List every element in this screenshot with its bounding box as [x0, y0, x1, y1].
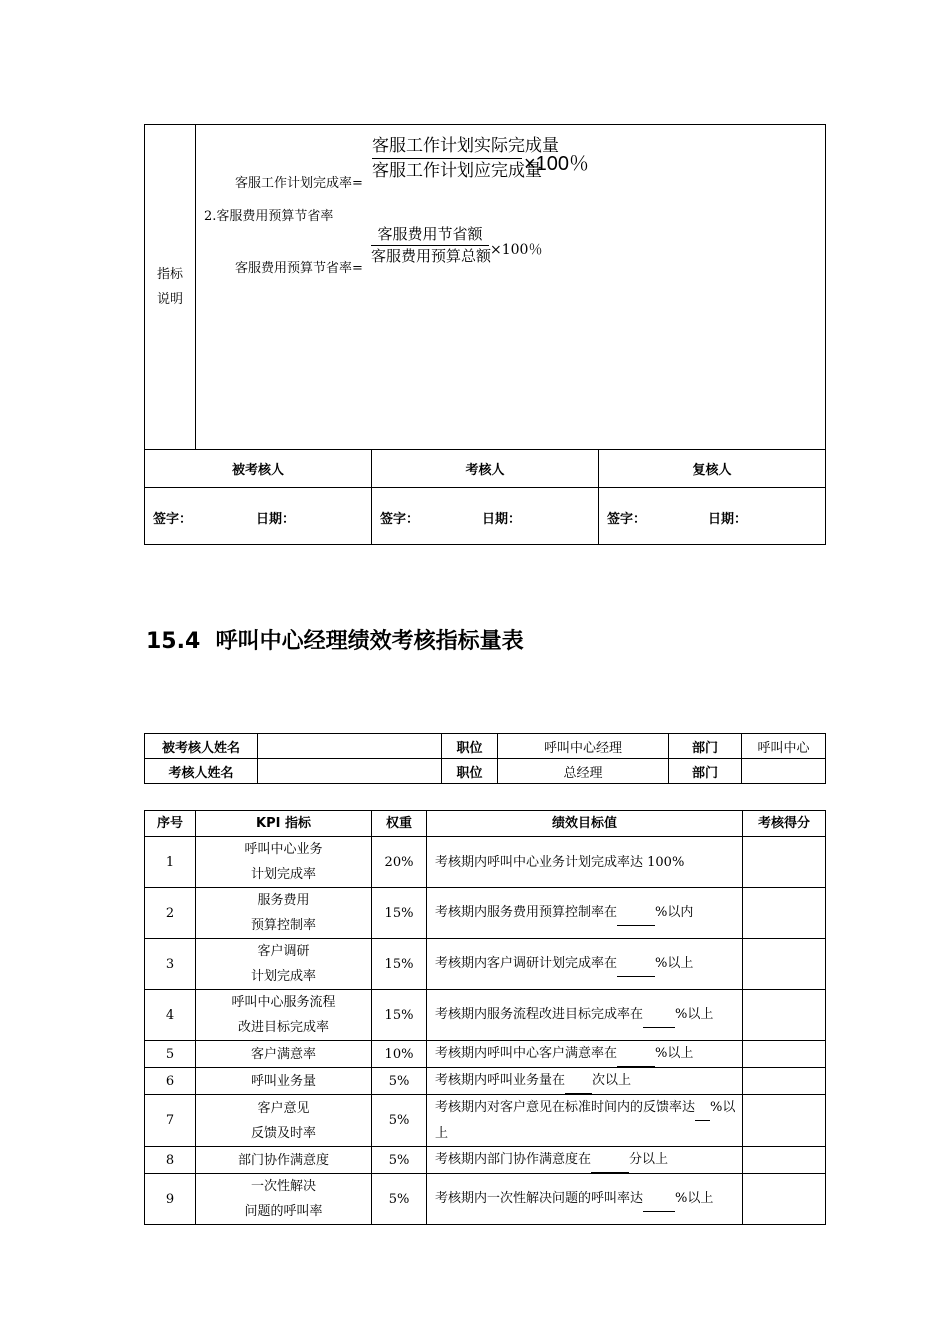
assessee-dept-value: 呼叫中心	[742, 734, 826, 759]
kpi-no: 1	[145, 837, 196, 888]
table-row	[145, 1174, 826, 1225]
assessor-position-label: 职位	[442, 759, 498, 784]
kpi-no: 2	[145, 888, 196, 939]
kpi-name	[196, 1068, 372, 1095]
kpi-name-line: 服务费用	[257, 893, 310, 908]
item2-heading: 2.客服费用预算节省率	[204, 209, 334, 224]
kpi-name-line: 客户调研	[257, 944, 310, 959]
header-kpi: KPI 指标	[196, 811, 372, 837]
kpi-weight: 15%	[372, 888, 427, 939]
header-no: 序号	[145, 811, 196, 837]
kpi-no: 4	[145, 990, 196, 1041]
kpi-score[interactable]	[743, 1068, 826, 1095]
kpi-name-line: 部门协作满意度	[237, 1152, 329, 1168]
kpi-name	[196, 990, 372, 1041]
kpi-no: 3	[145, 939, 196, 990]
kpi-score[interactable]	[743, 1174, 826, 1225]
assessee-signature-cell[interactable]	[145, 488, 372, 545]
formula2-fraction	[371, 224, 492, 267]
kpi-score[interactable]	[743, 837, 826, 888]
table-row	[145, 837, 826, 888]
kpi-target-suffix: 次以上	[592, 1073, 632, 1088]
kpi-weight: 20%	[372, 837, 427, 888]
kpi-target-suffix: %以上	[675, 1191, 714, 1206]
reviewer-sign-label: 签字：	[607, 512, 647, 527]
kpi-target-suffix: %以上	[675, 1007, 714, 1022]
assessor-position-value: 总经理	[498, 759, 669, 784]
kpi-target-blank[interactable]	[617, 951, 655, 977]
kpi-target	[427, 888, 743, 939]
assessee-position-label: 职位	[442, 734, 498, 759]
kpi-name-line: 计划完成率	[250, 867, 316, 882]
kpi-target	[427, 837, 743, 888]
kpi-target-blank[interactable]	[643, 1002, 675, 1028]
assessee-position-value: 呼叫中心经理	[498, 734, 669, 759]
indicator-description-label	[145, 125, 196, 450]
assessor-name-value[interactable]	[258, 759, 442, 784]
assessee-dept-label: 部门	[669, 734, 742, 759]
formula2-multiplier: ×100％	[490, 242, 543, 258]
assessor-sign-label: 签字：	[380, 512, 420, 527]
assessor-dept-value[interactable]	[742, 759, 826, 784]
kpi-weight: 5%	[372, 1068, 427, 1095]
kpi-target-text: 考核期内呼叫中心业务计划完成率达 100%	[435, 854, 685, 870]
table-row	[145, 888, 826, 939]
indicator-description-content	[196, 125, 826, 450]
header-target: 绩效目标值	[427, 811, 743, 837]
kpi-target-blank[interactable]	[591, 1147, 629, 1173]
kpi-target	[427, 1147, 743, 1174]
table-row	[145, 1095, 826, 1147]
assessor-signature-cell[interactable]	[372, 488, 599, 545]
header-weight: 权重	[372, 811, 427, 837]
assessee-name-value[interactable]	[258, 734, 442, 759]
role-reviewer: 复核人	[599, 450, 826, 488]
kpi-score[interactable]	[743, 1095, 826, 1147]
signature-row	[145, 488, 826, 545]
kpi-body	[145, 837, 826, 1225]
kpi-name	[196, 888, 372, 939]
kpi-target-text: 考核期内一次性解决问题的呼叫率达	[435, 1191, 644, 1206]
kpi-no: 7	[145, 1095, 196, 1147]
assessor-info-row	[145, 759, 826, 784]
kpi-target-blank[interactable]	[617, 900, 655, 926]
formula1-lhs: 客服工作计划完成率=	[235, 176, 363, 191]
assessee-sign-label: 签字：	[153, 512, 193, 527]
kpi-name-line: 反馈及时率	[250, 1125, 316, 1141]
kpi-name-line: 呼叫中心服务流程	[231, 995, 336, 1010]
reviewer-date-label: 日期：	[708, 512, 748, 527]
kpi-name-line: 预算控制率	[250, 918, 316, 933]
kpi-name-line: 问题的呼叫率	[244, 1204, 323, 1219]
kpi-target	[427, 1174, 743, 1225]
formula1-numerator: 客服工作计划实际完成量	[372, 134, 522, 159]
kpi-target-text: 考核期内呼叫业务量在	[435, 1073, 566, 1088]
kpi-target-blank[interactable]	[617, 1041, 655, 1067]
indicator-description-table	[144, 124, 826, 545]
role-assessee: 被考核人	[145, 450, 372, 488]
kpi-weight: 5%	[372, 1147, 427, 1174]
kpi-target-blank[interactable]	[695, 1095, 710, 1121]
role-assessor: 考核人	[372, 450, 599, 488]
kpi-header-row	[145, 811, 826, 837]
formula2-numerator: 客服费用节省额	[371, 224, 489, 246]
kpi-name-line: 呼叫业务量	[250, 1073, 316, 1089]
table-row	[145, 1068, 826, 1095]
kpi-weight: 15%	[372, 990, 427, 1041]
kpi-weight: 5%	[372, 1174, 427, 1225]
kpi-name	[196, 1174, 372, 1225]
kpi-table	[144, 810, 826, 1225]
formula1-multiplier: ×100％	[524, 153, 590, 175]
kpi-target-blank[interactable]	[643, 1186, 675, 1212]
kpi-weight: 15%	[372, 939, 427, 990]
kpi-name	[196, 1147, 372, 1174]
assessor-name-label: 考核人姓名	[145, 759, 258, 784]
kpi-target-text: 考核期内客户调研计划完成率在	[435, 956, 618, 971]
kpi-target-suffix: %以上	[435, 1100, 736, 1141]
kpi-target-blank[interactable]	[565, 1068, 592, 1094]
formula2-lhs: 客服费用预算节省率=	[235, 261, 363, 276]
kpi-weight: 5%	[372, 1095, 427, 1147]
kpi-score[interactable]	[743, 1041, 826, 1068]
kpi-target	[427, 1041, 743, 1068]
table-row	[145, 939, 826, 990]
kpi-score[interactable]	[743, 1147, 826, 1174]
kpi-score[interactable]	[743, 888, 826, 939]
kpi-target-text: 考核期内部门协作满意度在	[435, 1152, 592, 1167]
kpi-target	[427, 990, 743, 1041]
kpi-target-suffix: %以上	[655, 1046, 694, 1061]
kpi-no: 9	[145, 1174, 196, 1225]
kpi-name-line: 一次性解决	[250, 1179, 316, 1194]
kpi-target-suffix: %以内	[655, 905, 694, 920]
assessor-date-label: 日期：	[482, 512, 522, 527]
assessee-name-label: 被考核人姓名	[145, 734, 258, 759]
kpi-score[interactable]	[743, 990, 826, 1041]
assessee-date-label: 日期：	[256, 512, 296, 527]
indicator-description-label-text: 指标说明	[156, 267, 183, 307]
indicator-description-row	[145, 125, 826, 450]
kpi-target	[427, 1068, 743, 1095]
kpi-target-text: 考核期内呼叫中心客户满意率在	[435, 1046, 618, 1061]
kpi-target	[427, 1095, 743, 1147]
personnel-info-table	[144, 733, 826, 784]
kpi-weight: 10%	[372, 1041, 427, 1068]
header-score: 考核得分	[743, 811, 826, 837]
kpi-target-text: 考核期内对客户意见在标准时间内的反馈率达	[435, 1100, 696, 1115]
table-row	[145, 1147, 826, 1174]
kpi-score[interactable]	[743, 939, 826, 990]
kpi-name	[196, 1041, 372, 1068]
kpi-name	[196, 939, 372, 990]
kpi-name-line: 呼叫中心业务	[244, 842, 323, 857]
kpi-target	[427, 939, 743, 990]
table-row	[145, 1041, 826, 1068]
kpi-name-line: 计划完成率	[250, 969, 316, 984]
kpi-name	[196, 837, 372, 888]
reviewer-roles-row	[145, 450, 826, 488]
assessee-info-row	[145, 734, 826, 759]
reviewer-signature-cell[interactable]	[599, 488, 826, 545]
kpi-target-suffix: 分以上	[629, 1152, 669, 1167]
formula1-denominator: 客服工作计划应完成量	[372, 161, 542, 181]
section-title: 15.4 呼叫中心经理绩效考核指标量表	[146, 629, 524, 654]
kpi-name-line: 改进目标完成率	[237, 1020, 329, 1035]
kpi-target-text: 考核期内服务费用预算控制率在	[435, 905, 618, 920]
kpi-target-text: 考核期内服务流程改进目标完成率在	[435, 1007, 644, 1022]
kpi-name-line: 客户意见	[257, 1100, 310, 1116]
kpi-name-line: 客户满意率	[250, 1046, 316, 1062]
kpi-target-suffix: %以上	[655, 956, 694, 971]
kpi-no: 6	[145, 1068, 196, 1095]
kpi-name	[196, 1095, 372, 1147]
formula2-denominator: 客服费用预算总额	[371, 247, 492, 265]
table-row	[145, 990, 826, 1041]
kpi-no: 5	[145, 1041, 196, 1068]
assessor-dept-label: 部门	[669, 759, 742, 784]
kpi-no: 8	[145, 1147, 196, 1174]
